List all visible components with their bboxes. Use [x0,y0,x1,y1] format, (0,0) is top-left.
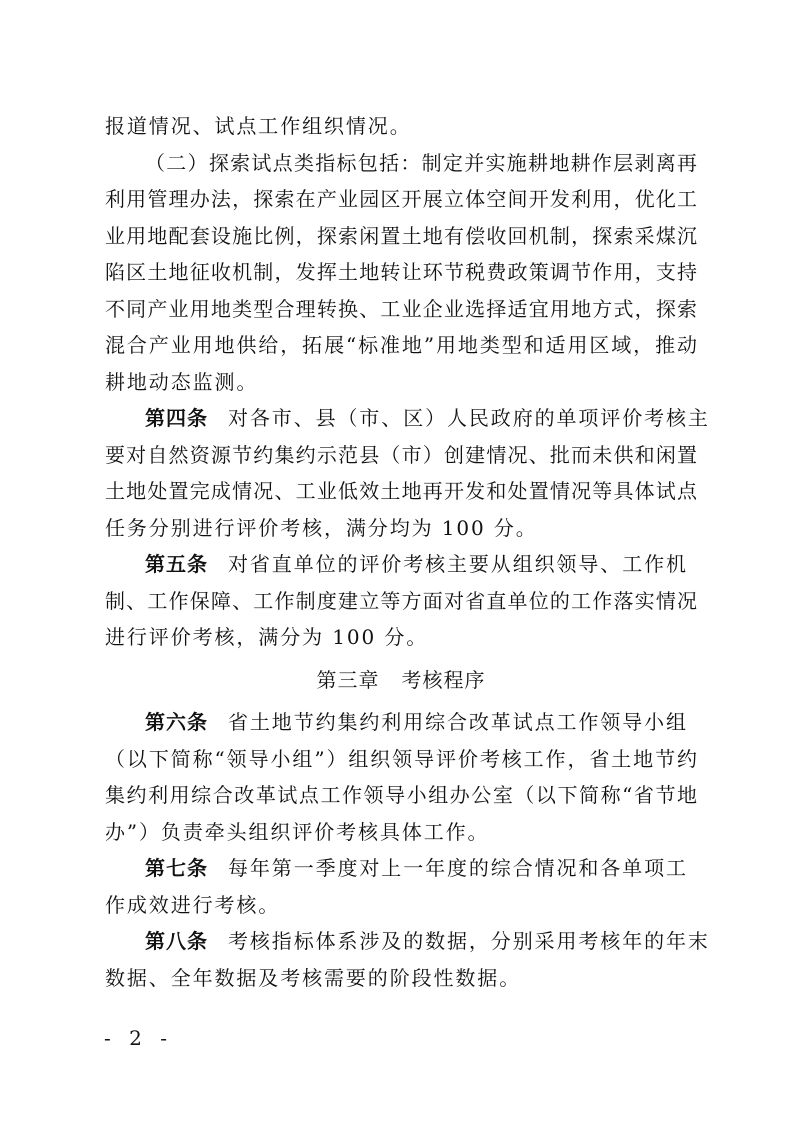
text-line: 要对自然资源节约集约示范县（市）创建情况、批而未供和闲置 [105,442,697,467]
article-text: 对各市、县（市、区）人民政府的单项评价考核主 [228,406,710,430]
article-8 [105,923,710,996]
article-label: 第六条 [145,710,208,734]
article-text: 每年第一季度对上一年度的综合情况和各单项工 [228,856,688,880]
text-line [105,923,710,960]
text-line: 数据、全年数据及考核需要的阶段性数据。 [105,965,522,990]
paragraph-exploration-indicators [105,145,697,401]
chapter-number: 第三章 [316,667,380,692]
page-number: - 2 - [104,1026,173,1050]
text-line: 陷区土地征收机制，发挥土地转让环节税费政策调节作用，支持 [105,260,697,284]
text-line: 集约利用综合改革试点工作领导小组办公室（以下简称“省节地 [105,783,697,807]
text-line: （以下简称“领导小组”）组织领导评价考核工作，省土地节约 [105,746,697,771]
article-5 [105,546,697,656]
text-line: 作成效进行考核。 [105,892,281,917]
article-label: 第七条 [145,856,208,880]
article-6 [105,704,697,850]
chapter-title: 考核程序 [401,667,486,692]
text-line [105,850,697,887]
text-line: 土地处置完成情况、工业低效土地再开发和处置情况等具体试点 [105,479,697,503]
text-line: 混合产业用地供给，拓展“标准地”用地类型和适用区域，推动 [105,333,697,357]
article-text: 省土地节约集约利用综合改革试点工作领导小组 [228,710,688,734]
paragraph-continuation: 报道情况、试点工作组织情况。 [105,114,412,138]
article-4 [105,400,710,546]
text-line [105,704,697,741]
document-page [105,108,710,996]
text-line: 利用管理办法，探索在产业园区开展立体空间开发利用，优化工 [105,187,697,211]
text-line: （二）探索试点类指标包括：制定并实施耕地耕作层剥离再 [145,150,697,175]
article-7 [105,850,697,923]
text-line: 进行评价考核，满分为 100 分。 [105,625,429,649]
text-line: 耕地动态监测。 [105,369,259,394]
text-line: 制、工作保障、工作制度建立等方面对省直单位的工作落实情况 [105,588,697,613]
article-label: 第八条 [145,929,208,953]
text-line: 不同产业用地类型合理转换、工业企业选择适宜用地方式，探索 [105,296,697,321]
text-line: 业用地配套设施比例，探索闲置土地有偿收回机制，探索采煤沉 [105,223,697,248]
text-line [105,546,697,583]
text-line: 办”）负责牵头组织评价考核具体工作。 [105,819,490,844]
article-label: 第四条 [145,406,208,430]
chapter-heading [105,662,697,699]
text-line: 任务分别进行评价考核，满分均为 100 分。 [105,515,538,540]
article-text: 对省直单位的评价考核主要从组织领导、工作机 [228,552,688,576]
text-line [105,400,710,437]
article-text: 考核指标体系涉及的数据，分别采用考核年的年末 [228,929,710,953]
article-label: 第五条 [145,552,208,576]
